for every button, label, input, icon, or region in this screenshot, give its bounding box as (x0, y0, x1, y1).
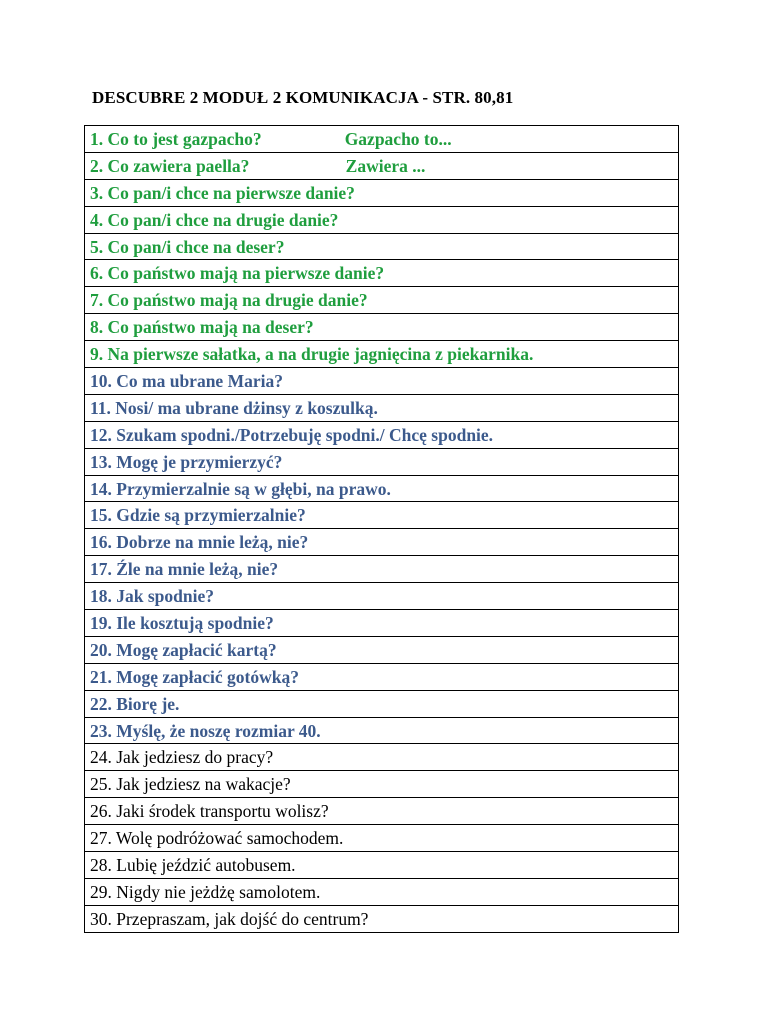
phrase-cell: 23. Myślę, że noszę rozmiar 40. (85, 717, 679, 744)
table-row (85, 556, 679, 583)
phrase-cell: 1. Co to jest gazpacho? Gazpacho to... (85, 126, 679, 153)
table-row (85, 744, 679, 771)
phrase-cell: 21. Mogę zapłacić gotówką? (85, 663, 679, 690)
table-row (85, 798, 679, 825)
table-row (85, 663, 679, 690)
table-row (85, 126, 679, 153)
table-row (85, 179, 679, 206)
phrase-cell: 19. Ile kosztują spodnie? (85, 610, 679, 637)
phrase-cell: 16. Dobrze na mnie leżą, nie? (85, 529, 679, 556)
table-row (85, 314, 679, 341)
phrase-cell: 24. Jak jedziesz do pracy? (85, 744, 679, 771)
phrase-cell: 3. Co pan/i chce na pierwsze danie? (85, 179, 679, 206)
phrase-cell: 29. Nigdy nie jeżdżę samolotem. (85, 878, 679, 905)
phrase-cell: 10. Co ma ubrane Maria? (85, 368, 679, 395)
table-row (85, 502, 679, 529)
phrase-cell: 22. Biorę je. (85, 690, 679, 717)
table-row (85, 341, 679, 368)
table-row (85, 448, 679, 475)
table-row (85, 636, 679, 663)
table-row (85, 583, 679, 610)
phrase-table (84, 125, 679, 933)
phrase-cell: 15. Gdzie są przymierzalnie? (85, 502, 679, 529)
phrase-table-body (85, 126, 679, 933)
table-row (85, 878, 679, 905)
phrase-cell: 27. Wolę podróżować samochodem. (85, 825, 679, 852)
phrase-cell: 20. Mogę zapłacić kartą? (85, 636, 679, 663)
phrase-cell: 28. Lubię jeździć autobusem. (85, 852, 679, 879)
table-row (85, 233, 679, 260)
table-row (85, 852, 679, 879)
table-row (85, 905, 679, 932)
phrase-cell: 8. Co państwo mają na deser? (85, 314, 679, 341)
phrase-cell: 30. Przepraszam, jak dojść do centrum? (85, 905, 679, 932)
phrase-cell: 11. Nosi/ ma ubrane dżinsy z koszulką. (85, 394, 679, 421)
phrase-cell: 5. Co pan/i chce na deser? (85, 233, 679, 260)
table-row (85, 394, 679, 421)
table-row (85, 421, 679, 448)
table-row (85, 717, 679, 744)
table-row (85, 287, 679, 314)
table-row (85, 529, 679, 556)
page-title: DESCUBRE 2 MODUŁ 2 KOMUNIKACJA - STR. 80,81 (92, 88, 514, 107)
table-row (85, 152, 679, 179)
table-row (85, 206, 679, 233)
table-row (85, 260, 679, 287)
phrase-cell: 26. Jaki środek transportu wolisz? (85, 798, 679, 825)
table-row (85, 368, 679, 395)
table-row (85, 825, 679, 852)
table-row (85, 610, 679, 637)
phrase-cell: 9. Na pierwsze sałatka, a na drugie jagnięcina z piekarnika. (85, 341, 679, 368)
phrase-cell: 17. Źle na mnie leżą, nie? (85, 556, 679, 583)
phrase-cell: 18. Jak spodnie? (85, 583, 679, 610)
table-row (85, 690, 679, 717)
table-row (85, 771, 679, 798)
phrase-cell: 13. Mogę je przymierzyć? (85, 448, 679, 475)
table-row (85, 475, 679, 502)
phrase-cell: 25. Jak jedziesz na wakacje? (85, 771, 679, 798)
phrase-cell: 2. Co zawiera paella? Zawiera ... (85, 152, 679, 179)
phrase-cell: 12. Szukam spodni./Potrzebuję spodni./ Chcę spodnie. (85, 421, 679, 448)
phrase-cell: 4. Co pan/i chce na drugie danie? (85, 206, 679, 233)
phrase-cell: 7. Co państwo mają na drugie danie? (85, 287, 679, 314)
phrase-cell: 6. Co państwo mają na pierwsze danie? (85, 260, 679, 287)
phrase-cell: 14. Przymierzalnie są w głębi, na prawo. (85, 475, 679, 502)
